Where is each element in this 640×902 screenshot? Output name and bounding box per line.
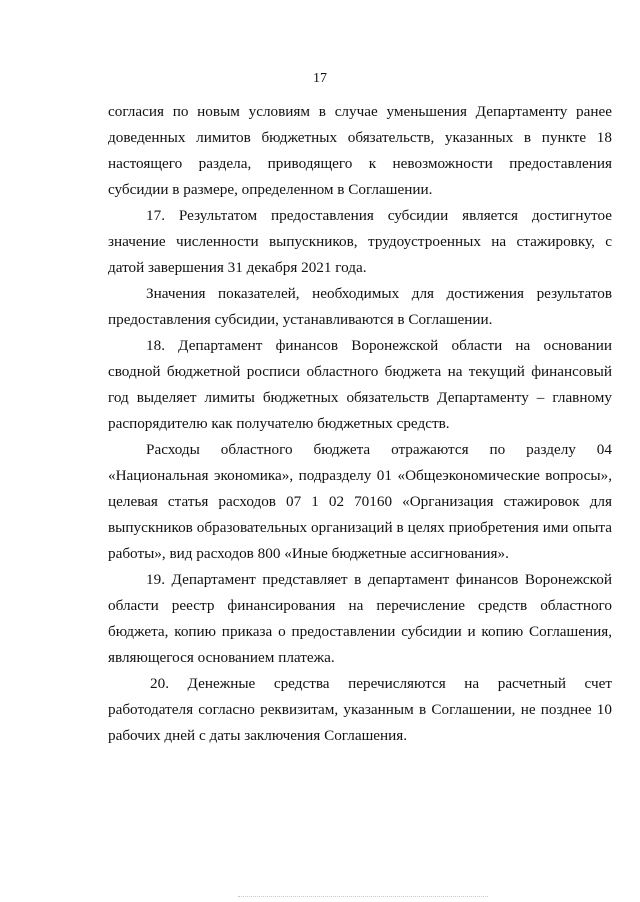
paragraph-18: 18. Департамент финансов Воронежской области на основании сводной бюджетной росписи областного бюджета на текущий финансовый год выделяет лимиты бюджетных обязательств Департаменту – главному распорядителю как получателю бюджетных средств. bbox=[108, 337, 612, 432]
paragraph-20: 20. Денежные средства перечисляются на расчетный счет работодателя согласно реквизитам, указанным в Соглашении, не позднее 10 рабочих дней с даты заключения Соглашения. bbox=[108, 675, 612, 744]
paragraph-17: 17. Результатом предоставления субсидии является достигнутое значение численности выпускников, трудоустроенных на стажировку, с датой завершения 31 декабря 2021 года. bbox=[108, 207, 612, 276]
document-body bbox=[108, 99, 612, 749]
paragraph-indicators: Значения показателей, необходимых для достижения результатов предоставления субсидии, устанавливаются в Соглашении. bbox=[108, 285, 612, 328]
paragraph-continuation: согласия по новым условиям в случае уменьшения Департаменту ранее доведенных лимитов бюджетных обязательств, указанных в пункте 18 настоящего раздела, приводящего к невозможности предоставления субсидии в размере, определенном в Соглашении. bbox=[108, 103, 612, 198]
page-number: 17 bbox=[313, 71, 327, 86]
paragraph-19: 19. Департамент представляет в департамент финансов Воронежской области реестр финансирования на перечисление средств областного бюджета, копию приказа о предоставлении субсидии и копию Соглашения, являющегося основанием платежа. bbox=[108, 571, 612, 666]
paragraph-expenses: Расходы областного бюджета отражаются по разделу 04 «Национальная экономика», подразделу 01 «Общеэкономические вопросы», целевая статья расходов 07 1 02 70160 «Организация стажировок для выпускников образовательных организаций в целях приобретения ими опыта работы», вид расходов 800 «Иные бюджетные ассигнования». bbox=[108, 441, 612, 562]
scan-artifact-line bbox=[238, 896, 488, 897]
